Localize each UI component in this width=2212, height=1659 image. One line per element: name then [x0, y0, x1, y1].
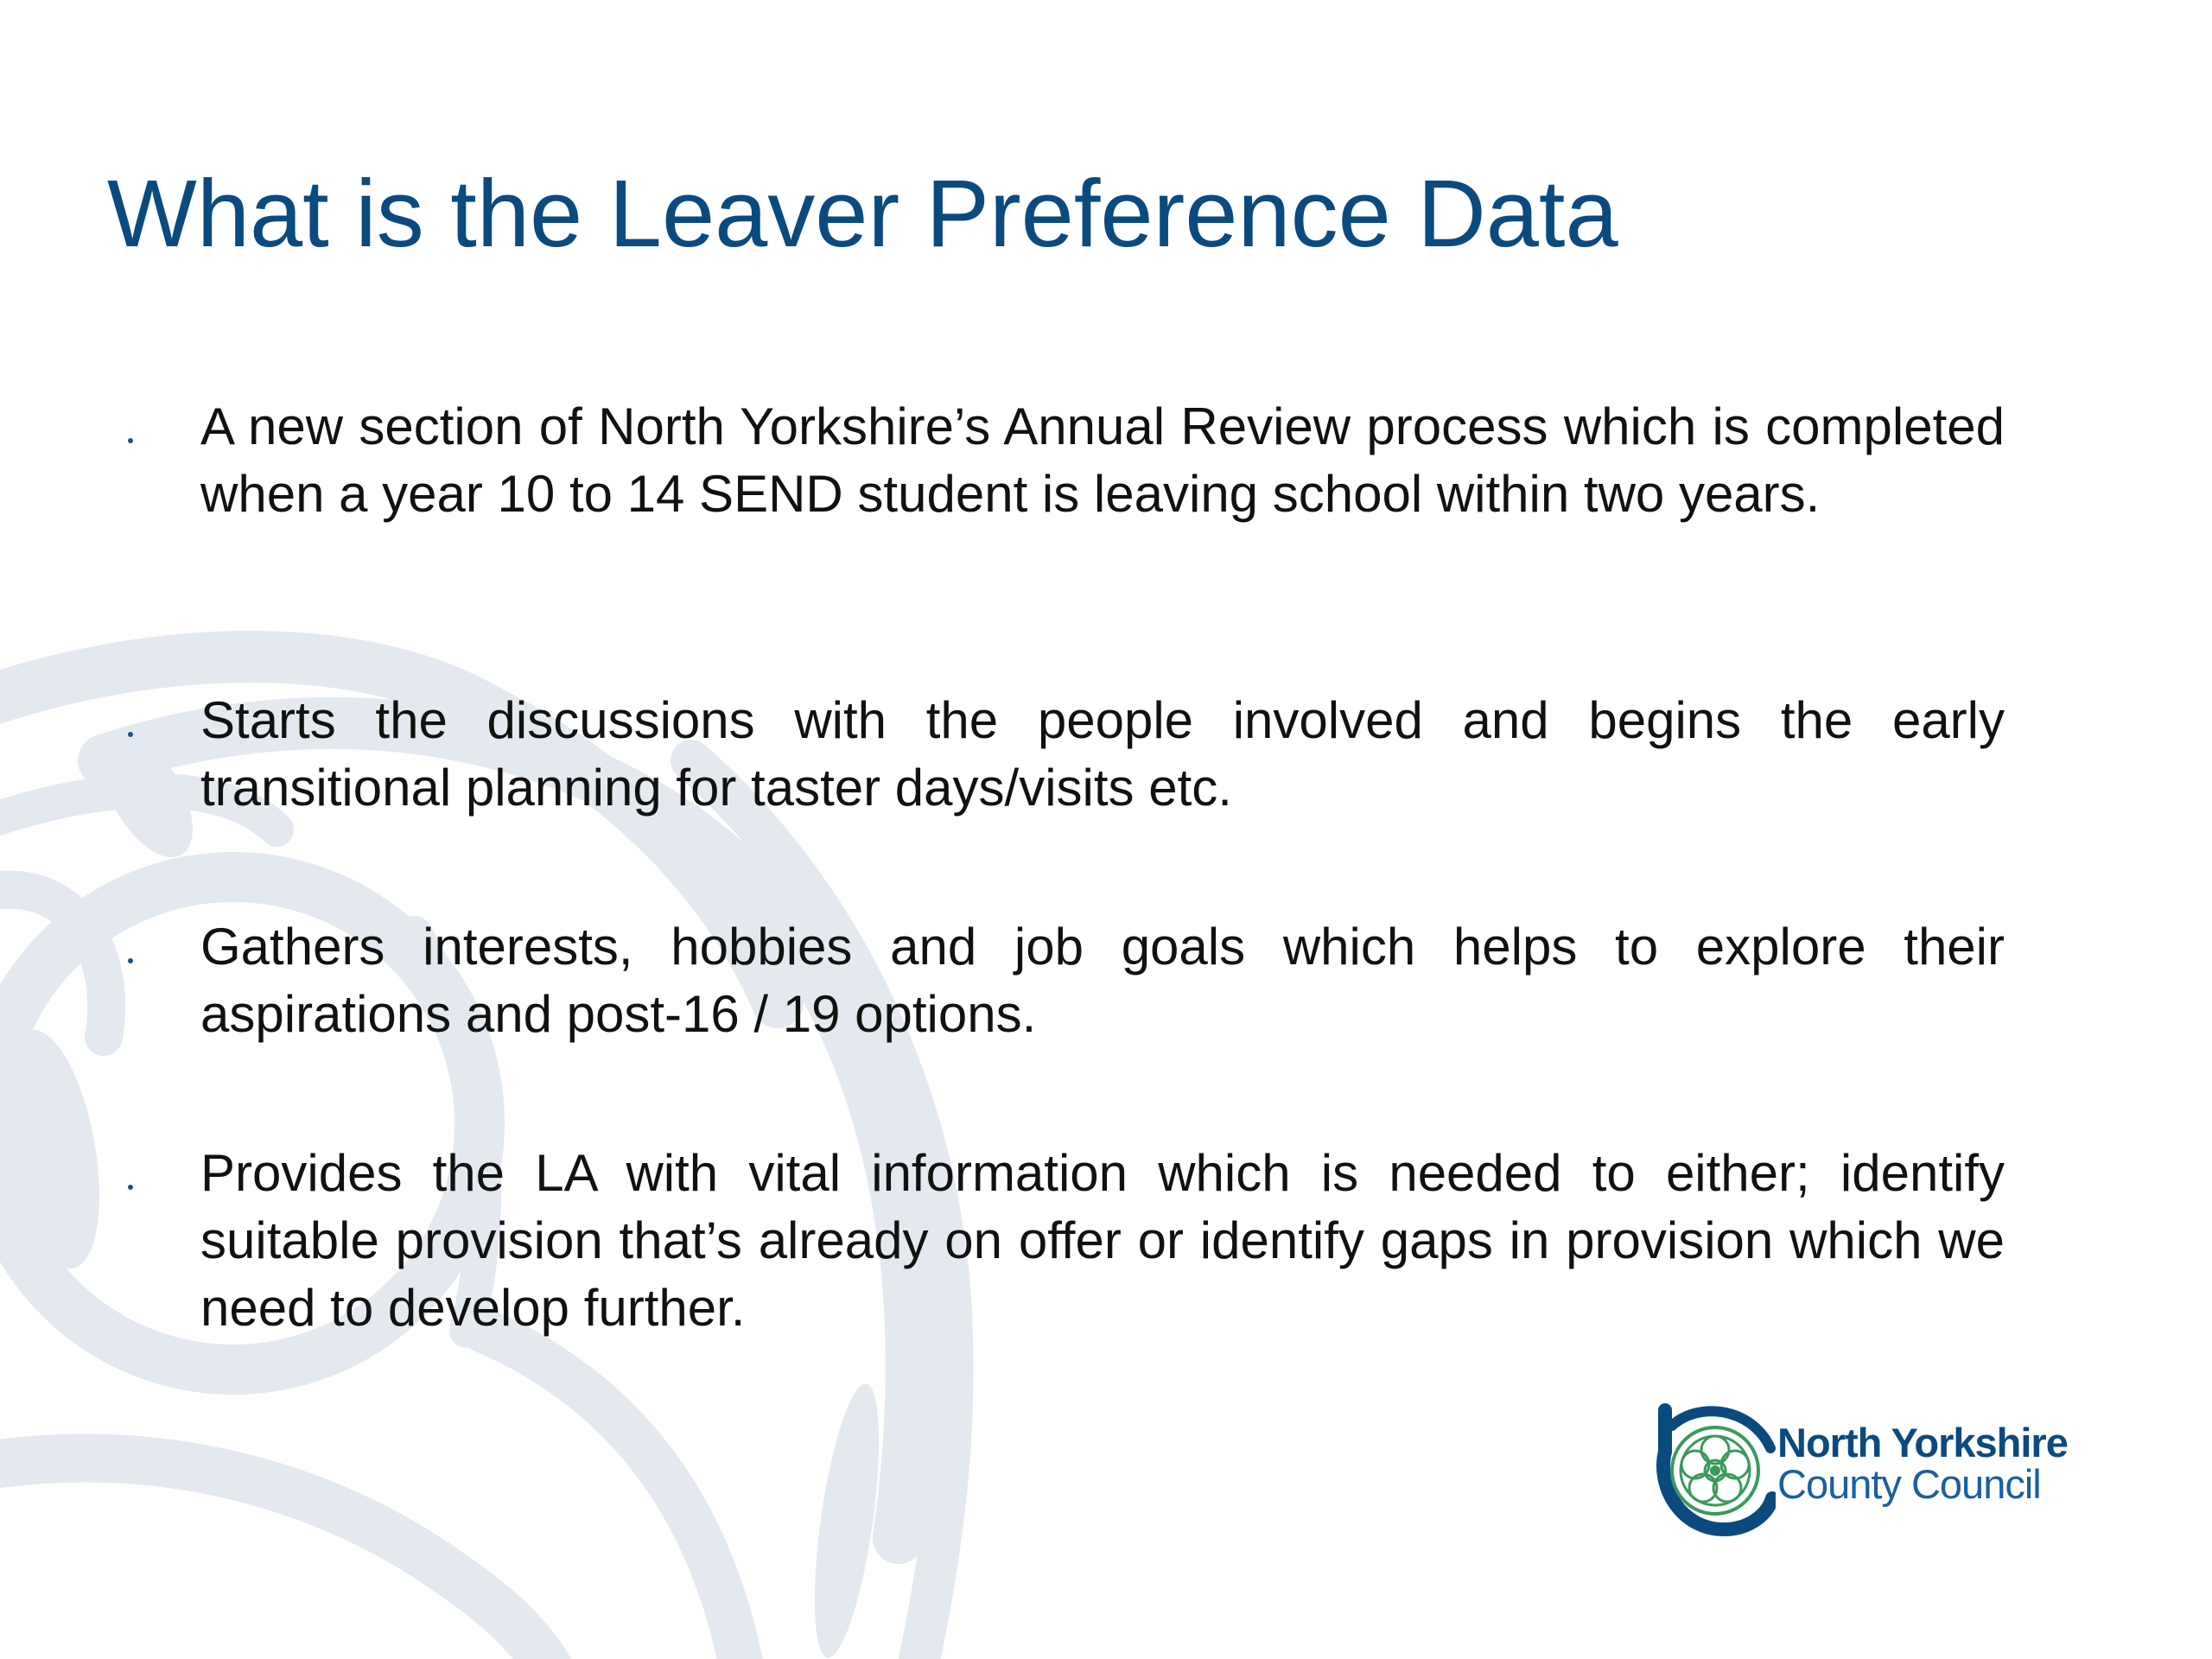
- bullet-text: Starts the discussions with the people involved and begins the early transitional planning for taster days/visits etc.: [200, 691, 2005, 817]
- bullet-point-icon: [121, 1140, 200, 1342]
- logo-name-line1: North Yorkshire: [1777, 1420, 2068, 1465]
- list-item: [121, 913, 2005, 1048]
- logo-name-line2: County Council: [1777, 1461, 2041, 1507]
- council-logo: [1646, 1400, 2113, 1538]
- list-item: [121, 393, 2005, 528]
- bullet-point-icon: [121, 393, 200, 528]
- bullet-text: A new section of North Yorkshire’s Annual Review process which is completed when a year 10 to 14 SEND student is leaving school within two years.: [200, 397, 2005, 523]
- yorkshire-rose-logo-icon: [1646, 1400, 1776, 1538]
- list-item: [121, 687, 2005, 822]
- bullet-text: Gathers interests, hobbies and job goals which helps to explore their aspirations and post-16 / 19 options.: [200, 918, 2005, 1043]
- logo-text: [1777, 1422, 2068, 1505]
- bullet-point-icon: [121, 913, 200, 1048]
- bullet-point-icon: [121, 687, 200, 822]
- slide-title: What is the Leaver Preference Data: [107, 161, 1618, 267]
- bullet-text: Provides the LA with vital information which is needed to either; identify suitable provision that’s already on offer or identify gaps in provision which we need to develop further.: [200, 1144, 2005, 1337]
- list-item: [121, 1140, 2005, 1342]
